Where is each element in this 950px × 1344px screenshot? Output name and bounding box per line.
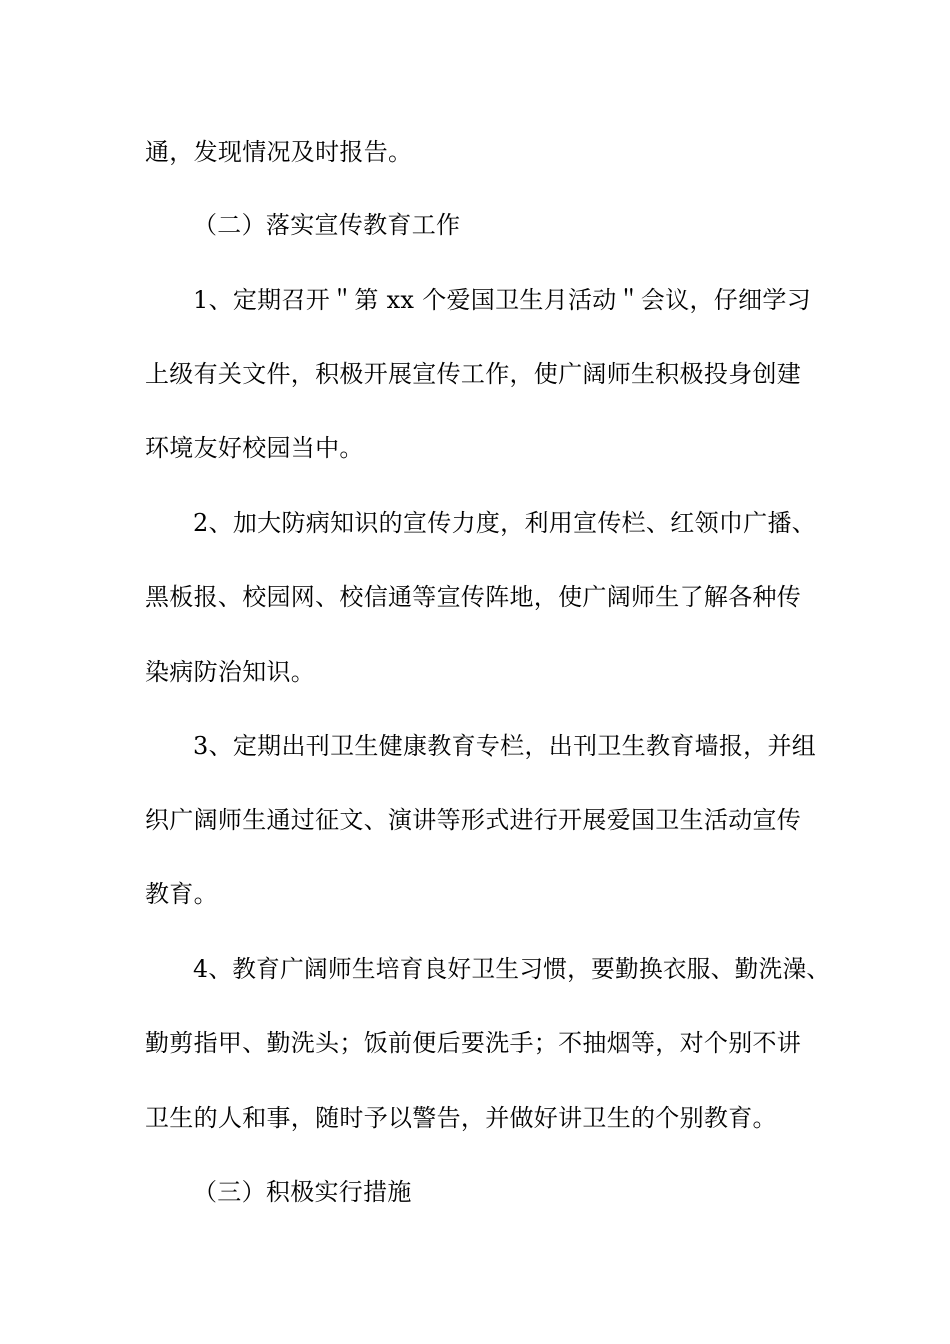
paragraph-line: 上级有关文件，积极开展宣传工作，使广阔师生积极投身创建: [145, 360, 802, 388]
section-heading: （二）落实宣传教育工作: [193, 211, 461, 239]
paragraph-line: 2、加大防病知识的宣传力度，利用宣传栏、红领巾广播、: [193, 509, 817, 537]
paragraph-line: 1、定期召开＂第 xx 个爱国卫生月活动＂会议，仔细学习: [193, 286, 811, 314]
section-heading: （三）积极实行措施: [193, 1178, 412, 1206]
paragraph-line: 3、定期出刊卫生健康教育专栏，出刊卫生教育墙报，并组: [193, 732, 817, 760]
paragraph-line: 环境友好校园当中。: [145, 434, 364, 462]
paragraph-line: 染病防治知识。: [145, 658, 316, 686]
paragraph-line: 黑板报、校园网、校信通等宣传阵地，使广阔师生了解各种传: [145, 583, 802, 611]
paragraph-line: 织广阔师生通过征文、演讲等形式进行开展爱国卫生活动宣传: [145, 806, 802, 834]
paragraph-line: 通，发现情况及时报告。: [145, 138, 413, 166]
paragraph-line: 卫生的人和事，随时予以警告，并做好讲卫生的个别教育。: [145, 1104, 777, 1132]
paragraph-line: 4、教育广阔师生培育良好卫生习惯，要勤换衣服、勤洗澡、: [193, 955, 831, 983]
paragraph-line: 教育。: [145, 880, 218, 908]
paragraph-line: 勤剪指甲、勤洗头；饭前便后要洗手；不抽烟等，对个别不讲: [145, 1029, 802, 1057]
